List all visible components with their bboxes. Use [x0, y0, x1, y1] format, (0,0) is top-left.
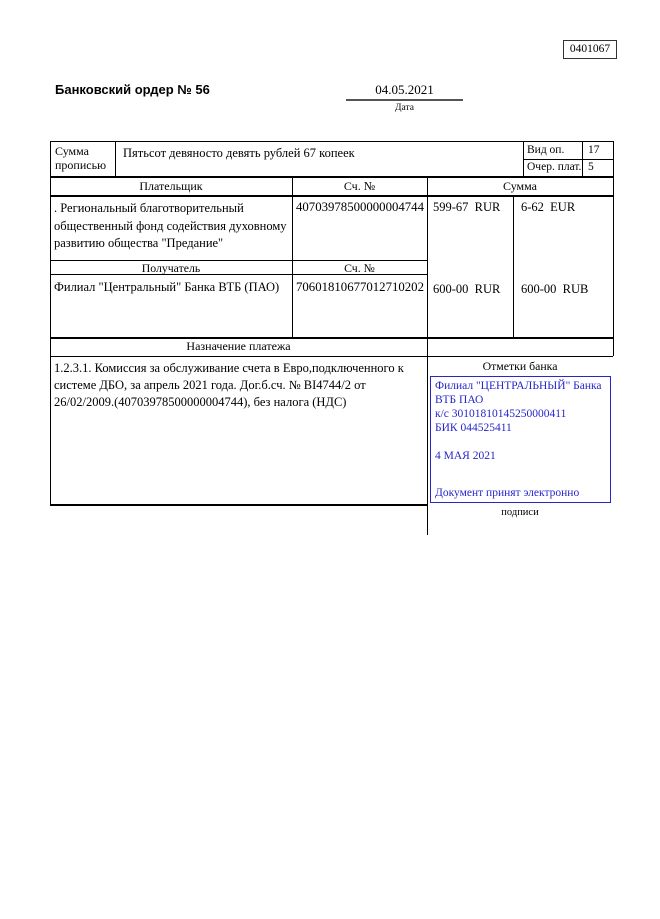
purpose-header: Назначение платежа	[186, 339, 291, 353]
table-border-line	[513, 195, 514, 337]
table-border-line	[523, 159, 613, 160]
payment-priority-value: 5	[588, 161, 594, 173]
date-value: 04.05.2021	[375, 82, 434, 97]
payer-amount-eur: 6-62 EUR	[521, 200, 576, 214]
bank-marks-header: Отметки банка	[482, 359, 558, 373]
stamp-date: 4 МАЯ 2021	[435, 450, 496, 462]
table-border-line	[613, 141, 614, 356]
receiver-amount-rur: 600-00 RUR	[433, 282, 501, 296]
table-border-line	[50, 504, 427, 506]
receiver-account-header: Сч. №	[344, 261, 375, 275]
op-type-value: 17	[588, 144, 600, 156]
stamp-bik: БИК 044525411	[435, 422, 512, 434]
op-type-label: Вид оп.	[527, 144, 565, 156]
form-code: 0401067	[569, 43, 611, 55]
table-border-line	[115, 141, 116, 176]
payer-account-header: Сч. №	[343, 179, 376, 193]
date-label: Дата	[395, 103, 414, 113]
receiver-amount-rub: 600-00 RUB	[521, 282, 589, 296]
table-border-line	[582, 141, 583, 176]
stamp-electronic-note: Документ принят электронно	[435, 487, 580, 499]
bank-stamp	[430, 376, 611, 503]
stamp-spacer	[435, 435, 606, 449]
table-border-line	[50, 141, 613, 142]
date-underline	[346, 99, 463, 101]
form-code-box	[563, 40, 617, 59]
stamp-bank-name-line1: Филиал "ЦЕНТРАЛЬНЫЙ" Банка	[435, 380, 602, 392]
amount-words-label-line1: Сумма	[55, 144, 89, 158]
stamp-bank-name-line2: ВТБ ПАО	[435, 394, 484, 406]
payment-priority-label: Очер. плат.	[527, 161, 582, 173]
sum-column-header: Сумма	[503, 179, 537, 193]
receiver-account: 70601810677012710202	[296, 280, 424, 294]
receiver-column-header: Получатель	[141, 261, 201, 275]
document-title: Банковский ордер № 56	[55, 82, 210, 97]
payer-account: 40703978500000004744	[296, 200, 424, 214]
purpose-text: 1.2.3.1. Комиссия за обслуживание счета в Евро,подключенного к системе ДБО, за апрель 2021 года. Дог.б.сч. № BI4744/2 от 26/02/2009.(40703978500000004744), без налога (НДС)	[54, 361, 404, 409]
table-border-line	[50, 337, 613, 339]
table-border-line	[50, 195, 613, 197]
stamp-corr-account: к/с 30101810145250000411	[435, 408, 567, 420]
amount-in-words: Пятьсот девяносто девять рублей 67 копеек	[123, 146, 355, 160]
payer-amount-rur: 599-67 RUR	[433, 200, 501, 214]
table-border-line	[50, 176, 613, 178]
table-border-line	[292, 176, 293, 337]
table-border-line	[523, 141, 524, 176]
table-border-line	[427, 176, 428, 535]
table-border-line	[50, 141, 51, 504]
signatures-label: подписи	[501, 507, 539, 518]
payer-name: . Региональный благотворительный общественный фонд содействия духовному развитию общества "Предание"	[54, 201, 287, 250]
payer-column-header: Плательщик	[139, 179, 203, 193]
table-border-line	[50, 356, 613, 357]
receiver-name: Филиал "Центральный" Банка ВТБ (ПАО)	[54, 280, 280, 294]
amount-words-label-line2: прописью	[55, 158, 107, 172]
